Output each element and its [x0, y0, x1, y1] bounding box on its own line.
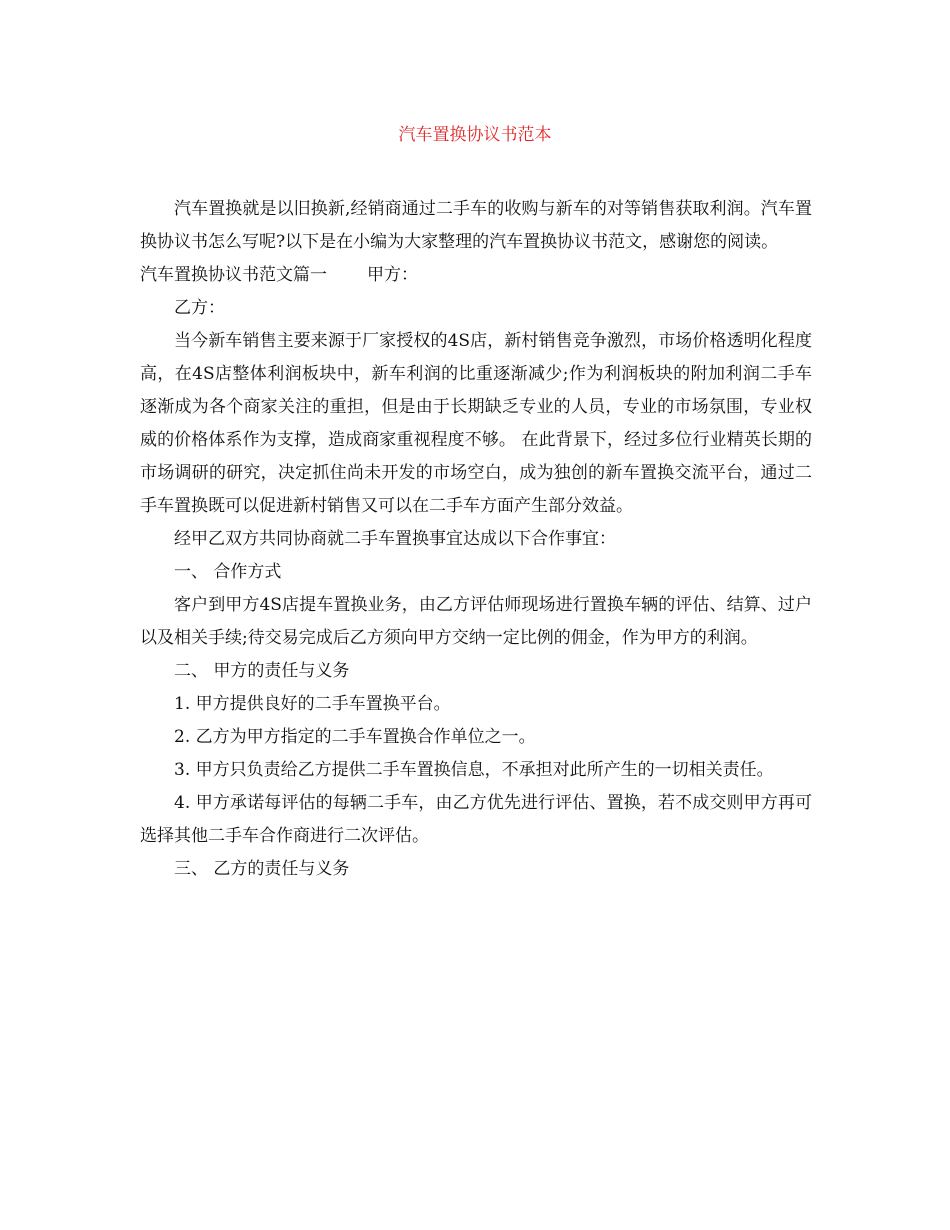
document-title: 汽车置换协议书范本: [398, 125, 552, 145]
list-item: 3. 甲方只负责给乙方提供二手车置换信息，不承担对此所产生的一切相关责任。: [174, 760, 774, 780]
intro-paragraph: 汽车置换就是以旧换新,经销商通过二手车的收购与新车的对等销售获取利润。汽车置换协议书怎么写呢?以下是在小编为大家整理的汽车置换协议书范文，感谢您的阅读。: [140, 199, 812, 252]
party-a-label: 甲方：: [367, 265, 418, 285]
section-1-text: 客户到甲方4S店提车置换业务，由乙方评估师现场进行置换车辆的评估、结算、过户以及相关手续;待交易完成后乙方须向甲方交纳一定比例的佣金，作为甲方的利润。: [140, 595, 812, 648]
document-body: [140, 193, 812, 886]
list-item: 2. 乙方为甲方指定的二手车置换合作单位之一。: [174, 727, 536, 747]
section-1-heading: 一、 合作方式: [174, 562, 282, 582]
background-paragraph: 当今新车销售主要来源于厂家授权的4S店，新村销售竞争激烈，市场价格透明化程度高，在4S店整体利润板块中，新车利润的比重逐渐减少;作为利润板块的附加利润二手车逐渐成为各个商家关注的重担，但是由于长期缺乏专业的人员，专业的市场氛围，专业权威的价格体系作为支撑，造成商家重视程度不够。 在此背景下，经过多位行业精英长期的市场调研的研究，决定抓住尚未开发的市场空白，成为独创的新车置换交流平台，通过二手车置换既可以促进新村销售又可以在二手车方面产生部分效益。: [140, 331, 812, 516]
section-heading-line: [140, 259, 812, 292]
agreement-intro: 经甲乙双方共同协商就二手车置换事宜达成以下合作事宜：: [174, 529, 616, 549]
list-item: 1. 甲方提供良好的二手车置换平台。: [174, 694, 451, 714]
list-item: 4. 甲方承诺每评估的每辆二手车，由乙方优先进行评估、置换，若不成交则甲方再可选择其他二手车合作商进行二次评估。: [140, 793, 812, 846]
section-3-heading: 三、 乙方的责任与义务: [174, 859, 350, 879]
section-2-heading: 二、 甲方的责任与义务: [174, 661, 350, 681]
party-b-label: 乙方：: [174, 298, 225, 318]
section-heading: 汽车置换协议书范文篇一: [140, 265, 327, 285]
